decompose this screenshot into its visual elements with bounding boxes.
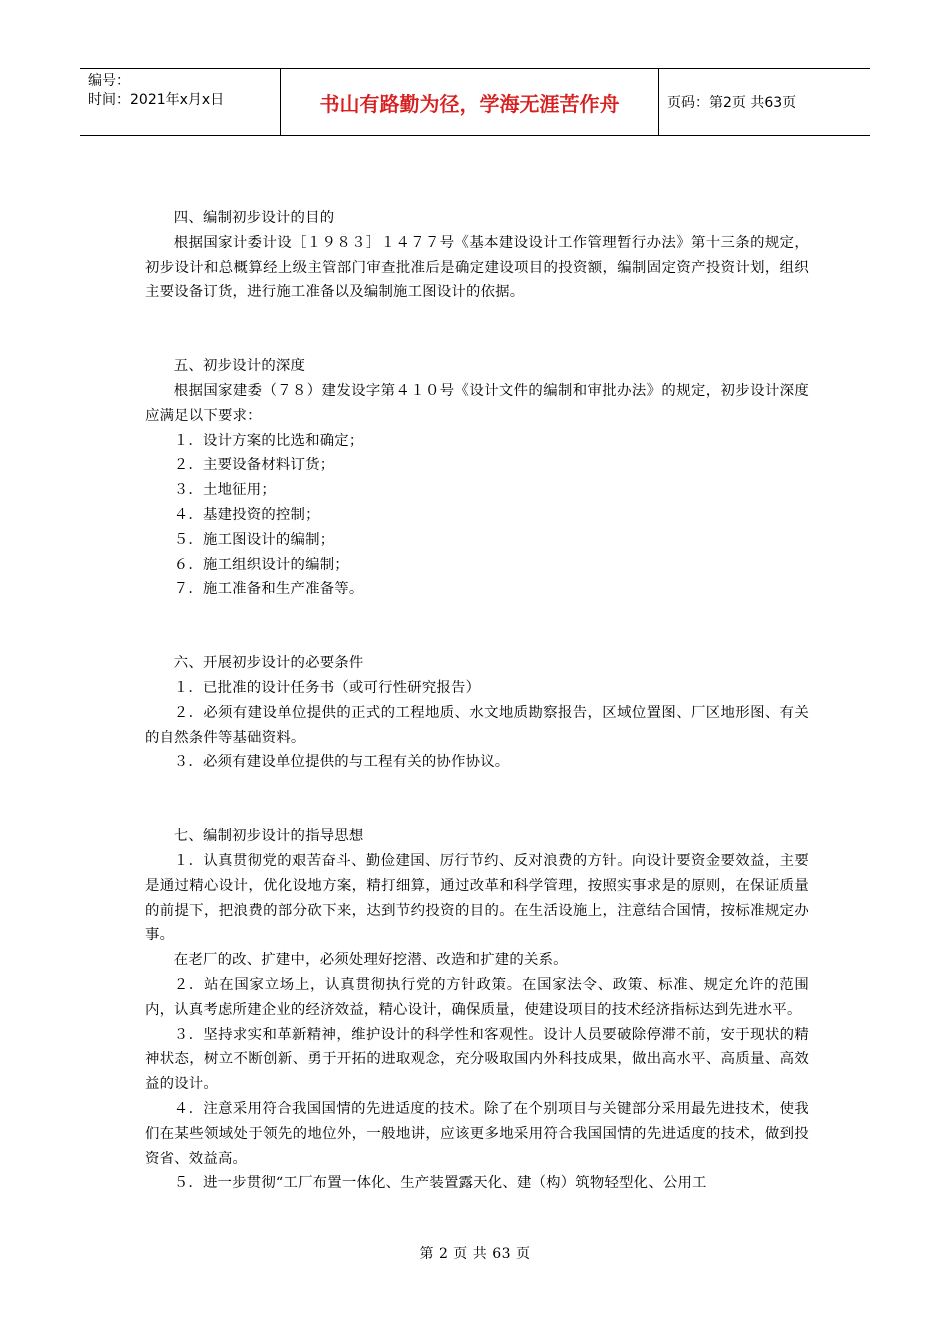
document-body: [145, 206, 809, 1196]
paragraph: ３．坚持求实和革新精神，维护设计的科学性和客观性。设计人员要破除停滞不前，安于现状的精神状态，树立不断创新、勇于开拓的进取观念，充分吸取国内外科技成果，做出高水平、高质量、高效益的设计。: [145, 1026, 809, 1093]
header-meta: [80, 69, 281, 135]
page-footer: 第 2 页 共 63 页: [419, 1246, 531, 1262]
section-title: 五、初步设计的深度: [173, 358, 306, 375]
paragraph: ５．进一步贯彻“工厂布置一体化、生产装置露天化、建（构）筑物轻型化、公用工: [173, 1175, 707, 1192]
paragraph: 在老厂的改、扩建中，必须处理好挖潜、改造和扩建的关系。: [173, 952, 568, 969]
list-item: ３．土地征用；: [173, 482, 276, 499]
section-title: 七、编制初步设计的指导思想: [173, 828, 364, 845]
date-label: 时间：2021年x月x日: [88, 92, 225, 108]
header-motto: 书山有路勤为径，学海无涯苦作舟: [281, 69, 659, 135]
list-item: １．设计方案的比选和确定；: [173, 432, 364, 449]
paragraph: １．认真贯彻党的艰苦奋斗、勤俭建国、厉行节约、反对浪费的方针。向设计要资金要效益，主要是通过精心设计，优化设地方案，精打细算，通过改革和科学管理，按照实事求是的原则，在保证质量的前提下，把浪费的部分砍下来，达到节约投资的目的。在生活设施上，注意结合国情，按标准规定办事。: [145, 852, 809, 944]
header-page-info: 页码：第2页 共63页: [667, 95, 797, 111]
number-label: 编号：: [88, 73, 130, 89]
list-item: ４．基建投资的控制；: [173, 506, 320, 523]
page-header: [80, 68, 870, 136]
paragraph: ４．注意采用符合我国国情的先进适度的技术。除了在个别项目与关键部分采用最先进技术，使我们在某些领域处于领先的地位外，一般地讲，应该更多地采用符合我国国情的先进适度的技术，做到投资省、效益高。: [145, 1100, 809, 1167]
section-title: 四、编制初步设计的目的: [173, 210, 335, 226]
paragraph: 根据国家建委（７８）建发设字第４１０号《设计文件的编制和审批办法》的规定，初步设计深度应满足以下要求：: [145, 382, 809, 424]
list-item: ５．施工图设计的编制；: [173, 531, 335, 548]
paragraph: 根据国家计委计设［１９８３］１４７７号《基本建设设计工作管理暂行办法》第十三条的规定，初步设计和总概算经上级主管部门审查批准后是确定建设项目的投资额，编制固定资产投资计划，组织主要设备订货，进行施工准备以及编制施工图设计的依据。: [145, 234, 809, 301]
list-item: ２．必须有建设单位提供的正式的工程地质、水文地质勘察报告，区域位置图、厂区地形图、有关的自然条件等基础资料。: [145, 704, 809, 746]
list-item: ３．必须有建设单位提供的与工程有关的协作协议。: [173, 754, 510, 771]
list-item: ６．施工组织设计的编制；: [173, 556, 349, 573]
paragraph: ２．站在国家立场上，认真贯彻执行党的方针政策。在国家法令、政策、标准、规定允许的范围内，认真考虑所建企业的经济效益，精心设计，确保质量，使建设项目的技术经济指标达到先进水平。: [145, 976, 809, 1018]
list-item: ２．主要设备材料订货；: [173, 457, 335, 474]
section-title: 六、开展初步设计的必要条件: [173, 655, 364, 672]
list-item: １．已批准的设计任务书（或可行性研究报告）: [173, 679, 481, 696]
list-item: ７．施工准备和生产准备等。: [173, 581, 364, 598]
